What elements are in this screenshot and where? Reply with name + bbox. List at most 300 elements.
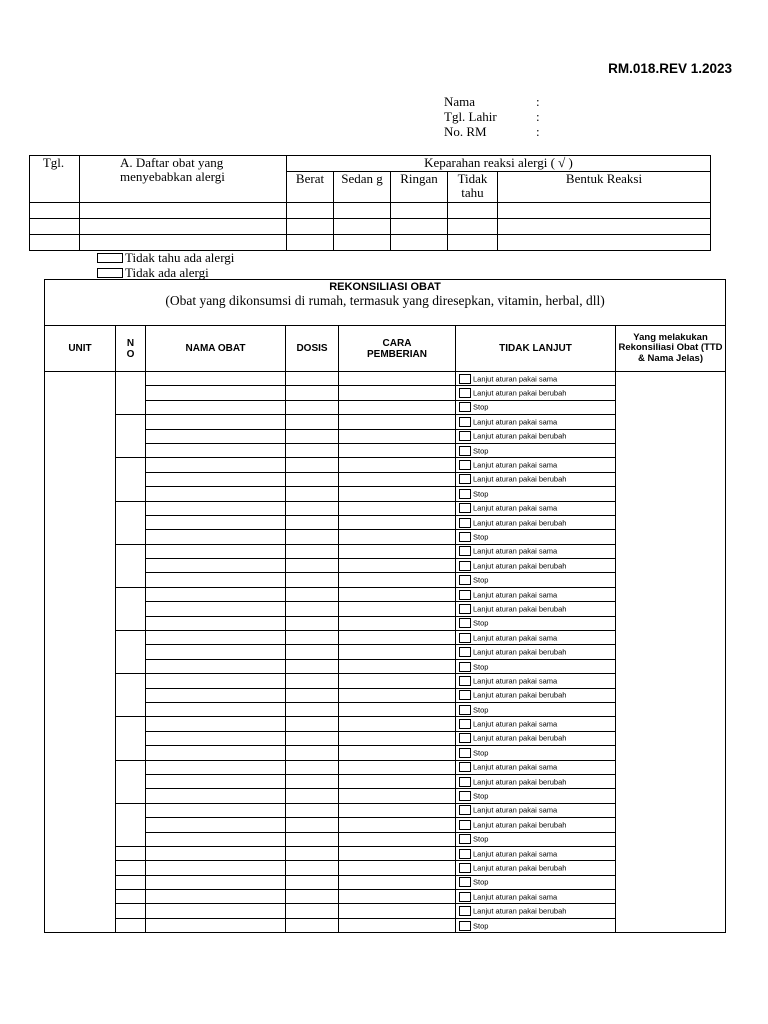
dose-cell[interactable] bbox=[286, 573, 339, 587]
follow-up-option[interactable] bbox=[456, 501, 616, 515]
checkbox-icon[interactable] bbox=[459, 503, 471, 513]
number-cell[interactable] bbox=[116, 803, 146, 846]
follow-up-option-label: Lanjut aturan pakai berubah bbox=[473, 733, 567, 743]
drug-name-cell[interactable] bbox=[146, 846, 286, 860]
allergy-cell[interactable] bbox=[80, 235, 287, 251]
number-cell[interactable] bbox=[116, 587, 146, 630]
checkbox-icon[interactable] bbox=[459, 489, 471, 499]
dose-cell[interactable] bbox=[286, 587, 339, 601]
follow-up-option[interactable] bbox=[456, 688, 616, 702]
dose-cell[interactable] bbox=[286, 544, 339, 558]
allergy-cell[interactable] bbox=[334, 203, 391, 219]
dose-cell[interactable] bbox=[286, 774, 339, 788]
route-cell[interactable] bbox=[339, 832, 456, 846]
checkbox-icon[interactable] bbox=[459, 921, 471, 931]
follow-up-option-label: Lanjut aturan pakai sama bbox=[473, 417, 558, 427]
route-cell[interactable] bbox=[339, 487, 456, 501]
route-cell[interactable] bbox=[339, 587, 456, 601]
patient-rm-sep: : bbox=[536, 124, 540, 139]
severity-tidak-tahu: Tidak tahu bbox=[448, 172, 498, 203]
route-cell[interactable] bbox=[339, 875, 456, 889]
number-cell[interactable] bbox=[116, 674, 146, 717]
dose-cell[interactable] bbox=[286, 760, 339, 774]
dose-cell[interactable] bbox=[286, 386, 339, 400]
allergy-cell[interactable] bbox=[391, 219, 448, 235]
performed-by-cell[interactable] bbox=[616, 372, 726, 933]
drug-name-cell[interactable] bbox=[146, 760, 286, 774]
checkbox-icon[interactable] bbox=[459, 618, 471, 628]
drug-name-cell[interactable] bbox=[146, 429, 286, 443]
col-follow-up: TIDAK LANJUT bbox=[456, 326, 616, 372]
route-cell[interactable] bbox=[339, 501, 456, 515]
dose-cell[interactable] bbox=[286, 472, 339, 486]
checkbox-icon[interactable] bbox=[459, 532, 471, 542]
follow-up-option-label: Lanjut aturan pakai berubah bbox=[473, 647, 567, 657]
checkbox-icon[interactable] bbox=[459, 460, 471, 470]
number-cell[interactable] bbox=[116, 544, 146, 587]
dose-cell[interactable] bbox=[286, 559, 339, 573]
number-cell[interactable] bbox=[116, 918, 146, 932]
follow-up-option-label: Stop bbox=[473, 748, 489, 758]
follow-up-option-label: Stop bbox=[473, 532, 489, 542]
dose-cell[interactable] bbox=[286, 904, 339, 918]
follow-up-option[interactable] bbox=[456, 717, 616, 731]
follow-up-option-label: Stop bbox=[473, 618, 489, 628]
checkbox-icon[interactable] bbox=[459, 733, 471, 743]
route-cell[interactable] bbox=[339, 803, 456, 817]
allergy-cell[interactable] bbox=[30, 203, 80, 219]
drug-name-cell[interactable] bbox=[146, 789, 286, 803]
follow-up-option[interactable] bbox=[456, 674, 616, 688]
document-code: RM.018.REV 1.2023 bbox=[608, 61, 732, 76]
dose-cell[interactable] bbox=[286, 746, 339, 760]
dose-cell[interactable] bbox=[286, 415, 339, 429]
allergy-cell[interactable] bbox=[391, 203, 448, 219]
route-cell[interactable] bbox=[339, 674, 456, 688]
allergy-cell[interactable] bbox=[30, 219, 80, 235]
follow-up-option-label: Lanjut aturan pakai sama bbox=[473, 590, 558, 600]
drug-name-cell[interactable] bbox=[146, 602, 286, 616]
follow-up-option[interactable] bbox=[456, 602, 616, 616]
dose-cell[interactable] bbox=[286, 443, 339, 457]
follow-up-option[interactable] bbox=[456, 587, 616, 601]
allergy-cell[interactable] bbox=[391, 235, 448, 251]
follow-up-option-label: Lanjut aturan pakai berubah bbox=[473, 431, 567, 441]
follow-up-option-label: Lanjut aturan pakai berubah bbox=[473, 604, 567, 614]
checkbox-icon[interactable] bbox=[459, 834, 471, 844]
checkbox-icon[interactable] bbox=[97, 268, 123, 278]
dose-cell[interactable] bbox=[286, 918, 339, 932]
allergy-cell[interactable] bbox=[80, 219, 287, 235]
follow-up-option[interactable] bbox=[456, 918, 616, 932]
drug-name-cell[interactable] bbox=[146, 559, 286, 573]
checkbox-icon[interactable] bbox=[459, 446, 471, 456]
drug-name-cell[interactable] bbox=[146, 746, 286, 760]
route-cell[interactable] bbox=[339, 645, 456, 659]
route-cell[interactable] bbox=[339, 400, 456, 414]
follow-up-option-label: Stop bbox=[473, 834, 489, 844]
drug-name-cell[interactable] bbox=[146, 702, 286, 716]
reconciliation-title: REKONSILIASI OBAT bbox=[329, 281, 441, 293]
drug-name-cell[interactable] bbox=[146, 674, 286, 688]
checkbox-icon[interactable] bbox=[459, 590, 471, 600]
route-cell[interactable] bbox=[339, 544, 456, 558]
follow-up-option[interactable] bbox=[456, 458, 616, 472]
number-cell[interactable] bbox=[116, 875, 146, 889]
route-cell[interactable] bbox=[339, 717, 456, 731]
dose-cell[interactable] bbox=[286, 731, 339, 745]
checkbox-icon[interactable] bbox=[459, 777, 471, 787]
allergy-cell[interactable] bbox=[334, 219, 391, 235]
dose-cell[interactable] bbox=[286, 530, 339, 544]
number-cell[interactable] bbox=[116, 501, 146, 544]
number-cell[interactable] bbox=[116, 890, 146, 904]
drug-name-cell[interactable] bbox=[146, 616, 286, 630]
follow-up-option-label: Stop bbox=[473, 662, 489, 671]
number-cell[interactable] bbox=[116, 760, 146, 803]
route-cell[interactable] bbox=[339, 789, 456, 803]
checkbox-icon[interactable] bbox=[459, 863, 471, 873]
dose-cell[interactable] bbox=[286, 659, 339, 673]
checkbox-icon[interactable] bbox=[459, 431, 471, 441]
checkbox-icon[interactable] bbox=[459, 690, 471, 700]
route-cell[interactable] bbox=[339, 472, 456, 486]
route-cell[interactable] bbox=[339, 746, 456, 760]
follow-up-option-label: Lanjut aturan pakai berubah bbox=[473, 777, 567, 787]
drug-name-cell[interactable] bbox=[146, 803, 286, 817]
dose-cell[interactable] bbox=[286, 832, 339, 846]
allergy-cell[interactable] bbox=[498, 203, 711, 219]
drug-name-cell[interactable] bbox=[146, 544, 286, 558]
dose-cell[interactable] bbox=[286, 631, 339, 645]
checkbox-icon[interactable] bbox=[459, 402, 471, 412]
allergy-severity-header: Keparahan reaksi alergi ( √ ) bbox=[287, 156, 711, 172]
checkbox-icon[interactable] bbox=[459, 892, 471, 902]
drug-name-cell[interactable] bbox=[146, 818, 286, 832]
allergy-cell[interactable] bbox=[448, 235, 498, 251]
check-no-allergy[interactable] bbox=[97, 265, 234, 280]
allergy-row bbox=[30, 203, 711, 219]
route-cell[interactable] bbox=[339, 846, 456, 860]
dose-cell[interactable] bbox=[286, 616, 339, 630]
follow-up-option[interactable] bbox=[456, 760, 616, 774]
checkbox-icon[interactable] bbox=[459, 546, 471, 556]
dose-cell[interactable] bbox=[286, 861, 339, 875]
follow-up-option[interactable] bbox=[456, 400, 616, 414]
dose-cell[interactable] bbox=[286, 602, 339, 616]
checkbox-icon[interactable] bbox=[459, 575, 471, 585]
follow-up-option-label: Lanjut aturan pakai berubah bbox=[473, 863, 567, 873]
number-cell[interactable] bbox=[116, 717, 146, 760]
follow-up-option-label: Lanjut aturan pakai sama bbox=[473, 633, 558, 643]
checkbox-icon[interactable] bbox=[459, 762, 471, 772]
checkbox-icon[interactable] bbox=[459, 805, 471, 815]
dose-cell[interactable] bbox=[286, 688, 339, 702]
drug-name-cell[interactable] bbox=[146, 443, 286, 457]
route-cell[interactable] bbox=[339, 573, 456, 587]
unit-cell[interactable] bbox=[45, 372, 116, 933]
allergy-cell[interactable] bbox=[30, 235, 80, 251]
checkbox-icon[interactable] bbox=[459, 662, 471, 672]
route-cell[interactable] bbox=[339, 631, 456, 645]
follow-up-option-label: Lanjut aturan pakai sama bbox=[473, 374, 558, 384]
route-cell[interactable] bbox=[339, 458, 456, 472]
dose-cell[interactable] bbox=[286, 818, 339, 832]
checkbox-icon[interactable] bbox=[459, 647, 471, 657]
number-cell[interactable] bbox=[116, 861, 146, 875]
allergy-cell[interactable] bbox=[498, 235, 711, 251]
route-cell[interactable] bbox=[339, 890, 456, 904]
route-cell[interactable] bbox=[339, 415, 456, 429]
drug-name-cell[interactable] bbox=[146, 774, 286, 788]
drug-name-cell[interactable] bbox=[146, 386, 286, 400]
checkbox-icon[interactable] bbox=[459, 719, 471, 729]
drug-name-cell[interactable] bbox=[146, 717, 286, 731]
drug-name-cell[interactable] bbox=[146, 731, 286, 745]
route-cell[interactable] bbox=[339, 616, 456, 630]
route-cell[interactable] bbox=[339, 372, 456, 386]
drug-name-cell[interactable] bbox=[146, 904, 286, 918]
follow-up-option[interactable] bbox=[456, 573, 616, 587]
number-cell[interactable] bbox=[116, 846, 146, 860]
allergy-cell[interactable] bbox=[287, 203, 334, 219]
follow-up-option-label: Stop bbox=[473, 705, 489, 715]
follow-up-option[interactable] bbox=[456, 803, 616, 817]
follow-up-option-label: Stop bbox=[473, 791, 489, 801]
allergy-row bbox=[30, 235, 711, 251]
col-performed-by: Yang melakukan Rekonsiliasi Obat (TTD & Nama Jelas) bbox=[616, 326, 726, 372]
allergy-cell[interactable] bbox=[287, 219, 334, 235]
allergy-cell[interactable] bbox=[498, 219, 711, 235]
drug-name-cell[interactable] bbox=[146, 861, 286, 875]
follow-up-option[interactable] bbox=[456, 429, 616, 443]
route-cell[interactable] bbox=[339, 702, 456, 716]
route-cell[interactable] bbox=[339, 602, 456, 616]
check-none-label: Tidak ada alergi bbox=[125, 265, 209, 280]
col-route: CARA PEMBERIAN bbox=[339, 326, 456, 372]
checkbox-icon[interactable] bbox=[459, 906, 471, 916]
dose-cell[interactable] bbox=[286, 487, 339, 501]
follow-up-option[interactable] bbox=[456, 746, 616, 760]
allergy-drug-header: A. Daftar obat yang menyebabkan alergi bbox=[80, 156, 287, 203]
drug-name-cell[interactable] bbox=[146, 472, 286, 486]
patient-name-sep: : bbox=[536, 94, 540, 109]
checkbox-icon[interactable] bbox=[459, 561, 471, 571]
drug-name-cell[interactable] bbox=[146, 487, 286, 501]
follow-up-option-label: Lanjut aturan pakai berubah bbox=[473, 820, 567, 830]
reaction-form-header: Bentuk Reaksi bbox=[498, 172, 711, 203]
follow-up-option-label: Stop bbox=[473, 877, 489, 887]
drug-name-cell[interactable] bbox=[146, 918, 286, 932]
patient-rm-row bbox=[444, 124, 546, 139]
follow-up-option-label: Lanjut aturan pakai berubah bbox=[473, 518, 567, 528]
follow-up-option[interactable] bbox=[456, 487, 616, 501]
follow-up-option-label: Lanjut aturan pakai sama bbox=[473, 546, 558, 556]
checkbox-icon[interactable] bbox=[459, 417, 471, 427]
drug-name-cell[interactable] bbox=[146, 688, 286, 702]
allergy-cell[interactable] bbox=[334, 235, 391, 251]
follow-up-option[interactable] bbox=[456, 472, 616, 486]
drug-name-cell[interactable] bbox=[146, 372, 286, 386]
severity-sedang: Sedan g bbox=[334, 172, 391, 203]
dose-cell[interactable] bbox=[286, 890, 339, 904]
checkbox-icon[interactable] bbox=[459, 474, 471, 484]
dose-cell[interactable] bbox=[286, 846, 339, 860]
follow-up-option-label: Stop bbox=[473, 575, 489, 585]
follow-up-option[interactable] bbox=[456, 631, 616, 645]
drug-name-cell[interactable] bbox=[146, 400, 286, 414]
follow-up-option[interactable] bbox=[456, 372, 616, 386]
checkbox-icon[interactable] bbox=[459, 791, 471, 801]
dose-cell[interactable] bbox=[286, 372, 339, 386]
route-cell[interactable] bbox=[339, 918, 456, 932]
drug-name-cell[interactable] bbox=[146, 415, 286, 429]
checkbox-icon[interactable] bbox=[459, 676, 471, 686]
drug-name-cell[interactable] bbox=[146, 501, 286, 515]
route-cell[interactable] bbox=[339, 861, 456, 875]
dose-cell[interactable] bbox=[286, 429, 339, 443]
follow-up-option-label: Lanjut aturan pakai sama bbox=[473, 719, 558, 729]
follow-up-option[interactable] bbox=[456, 530, 616, 544]
reconciliation-row bbox=[45, 372, 726, 386]
follow-up-option-label: Lanjut aturan pakai berubah bbox=[473, 474, 567, 484]
drug-name-cell[interactable] bbox=[146, 832, 286, 846]
follow-up-option[interactable] bbox=[456, 443, 616, 457]
severity-ringan: Ringan bbox=[391, 172, 448, 203]
drug-name-cell[interactable] bbox=[146, 890, 286, 904]
follow-up-option-label: Stop bbox=[473, 921, 489, 931]
follow-up-option-label: Lanjut aturan pakai sama bbox=[473, 892, 558, 902]
drug-name-cell[interactable] bbox=[146, 645, 286, 659]
follow-up-option[interactable] bbox=[456, 818, 616, 832]
follow-up-option[interactable] bbox=[456, 544, 616, 558]
follow-up-option-label: Lanjut aturan pakai sama bbox=[473, 849, 558, 859]
dose-cell[interactable] bbox=[286, 645, 339, 659]
allergy-cell[interactable] bbox=[448, 203, 498, 219]
follow-up-option[interactable] bbox=[456, 645, 616, 659]
drug-name-cell[interactable] bbox=[146, 530, 286, 544]
follow-up-option[interactable] bbox=[456, 386, 616, 400]
follow-up-option-label: Lanjut aturan pakai sama bbox=[473, 676, 558, 686]
checkbox-icon[interactable] bbox=[459, 748, 471, 758]
dose-cell[interactable] bbox=[286, 789, 339, 803]
route-cell[interactable] bbox=[339, 386, 456, 400]
drug-name-cell[interactable] bbox=[146, 515, 286, 529]
dose-cell[interactable] bbox=[286, 515, 339, 529]
checkbox-icon[interactable] bbox=[459, 604, 471, 614]
route-cell[interactable] bbox=[339, 659, 456, 673]
follow-up-option[interactable] bbox=[456, 774, 616, 788]
follow-up-option[interactable] bbox=[456, 702, 616, 716]
drug-name-cell[interactable] bbox=[146, 631, 286, 645]
checkbox-icon[interactable] bbox=[97, 253, 123, 263]
follow-up-option-label: Lanjut aturan pakai berubah bbox=[473, 388, 567, 398]
route-cell[interactable] bbox=[339, 530, 456, 544]
number-cell[interactable] bbox=[116, 372, 146, 415]
follow-up-option[interactable] bbox=[456, 861, 616, 875]
checkbox-icon[interactable] bbox=[459, 374, 471, 384]
severity-berat: Berat bbox=[287, 172, 334, 203]
follow-up-option-label: Lanjut aturan pakai berubah bbox=[473, 561, 567, 571]
patient-dob-sep: : bbox=[536, 109, 540, 124]
patient-name-label: Nama bbox=[444, 94, 476, 109]
drug-name-cell[interactable] bbox=[146, 659, 286, 673]
reconciliation-body bbox=[45, 372, 726, 933]
checkbox-icon[interactable] bbox=[459, 388, 471, 398]
route-cell[interactable] bbox=[339, 774, 456, 788]
follow-up-option-label: Lanjut aturan pakai sama bbox=[473, 762, 558, 772]
route-cell[interactable] bbox=[339, 818, 456, 832]
allergy-table bbox=[29, 155, 711, 251]
number-cell[interactable] bbox=[116, 904, 146, 918]
allergy-cell[interactable] bbox=[80, 203, 287, 219]
col-no: N O bbox=[116, 326, 146, 372]
dose-cell[interactable] bbox=[286, 717, 339, 731]
dose-cell[interactable] bbox=[286, 875, 339, 889]
follow-up-option-label: Stop bbox=[473, 489, 489, 499]
follow-up-option[interactable] bbox=[456, 904, 616, 918]
follow-up-option[interactable] bbox=[456, 559, 616, 573]
checkbox-icon[interactable] bbox=[459, 705, 471, 715]
reconciliation-subtitle: (Obat yang dikonsumsi di rumah, termasuk yang diresepkan, vitamin, herbal, dll) bbox=[165, 293, 605, 308]
allergy-cell[interactable] bbox=[448, 219, 498, 235]
route-cell[interactable] bbox=[339, 515, 456, 529]
route-cell[interactable] bbox=[339, 443, 456, 457]
drug-name-cell[interactable] bbox=[146, 587, 286, 601]
follow-up-option[interactable] bbox=[456, 415, 616, 429]
dose-cell[interactable] bbox=[286, 702, 339, 716]
drug-name-cell[interactable] bbox=[146, 573, 286, 587]
dose-cell[interactable] bbox=[286, 501, 339, 515]
follow-up-option[interactable] bbox=[456, 875, 616, 889]
patient-dob-label: Tgl. Lahir bbox=[444, 109, 497, 124]
number-cell[interactable] bbox=[116, 458, 146, 501]
follow-up-option[interactable] bbox=[456, 731, 616, 745]
route-cell[interactable] bbox=[339, 429, 456, 443]
route-cell[interactable] bbox=[339, 904, 456, 918]
checkbox-icon[interactable] bbox=[459, 877, 471, 887]
patient-dob-row bbox=[444, 109, 546, 124]
number-cell[interactable] bbox=[116, 631, 146, 674]
allergy-cell[interactable] bbox=[287, 235, 334, 251]
checkbox-icon[interactable] bbox=[459, 849, 471, 859]
route-cell[interactable] bbox=[339, 559, 456, 573]
drug-name-cell[interactable] bbox=[146, 875, 286, 889]
allergy-row bbox=[30, 219, 711, 235]
route-cell[interactable] bbox=[339, 731, 456, 745]
dose-cell[interactable] bbox=[286, 674, 339, 688]
follow-up-option[interactable] bbox=[456, 659, 616, 673]
route-cell[interactable] bbox=[339, 760, 456, 774]
follow-up-option[interactable] bbox=[456, 846, 616, 860]
follow-up-option[interactable] bbox=[456, 890, 616, 904]
drug-name-cell[interactable] bbox=[146, 458, 286, 472]
check-unknown-allergy[interactable] bbox=[97, 250, 234, 265]
number-cell[interactable] bbox=[116, 415, 146, 458]
follow-up-option[interactable] bbox=[456, 832, 616, 846]
dose-cell[interactable] bbox=[286, 400, 339, 414]
dose-cell[interactable] bbox=[286, 803, 339, 817]
checkbox-icon[interactable] bbox=[459, 518, 471, 528]
route-cell[interactable] bbox=[339, 688, 456, 702]
follow-up-option-label: Lanjut aturan pakai berubah bbox=[473, 906, 567, 916]
follow-up-option[interactable] bbox=[456, 616, 616, 630]
dose-cell[interactable] bbox=[286, 458, 339, 472]
follow-up-option[interactable] bbox=[456, 789, 616, 803]
checkbox-icon[interactable] bbox=[459, 820, 471, 830]
checkbox-icon[interactable] bbox=[459, 633, 471, 643]
follow-up-option[interactable] bbox=[456, 515, 616, 529]
